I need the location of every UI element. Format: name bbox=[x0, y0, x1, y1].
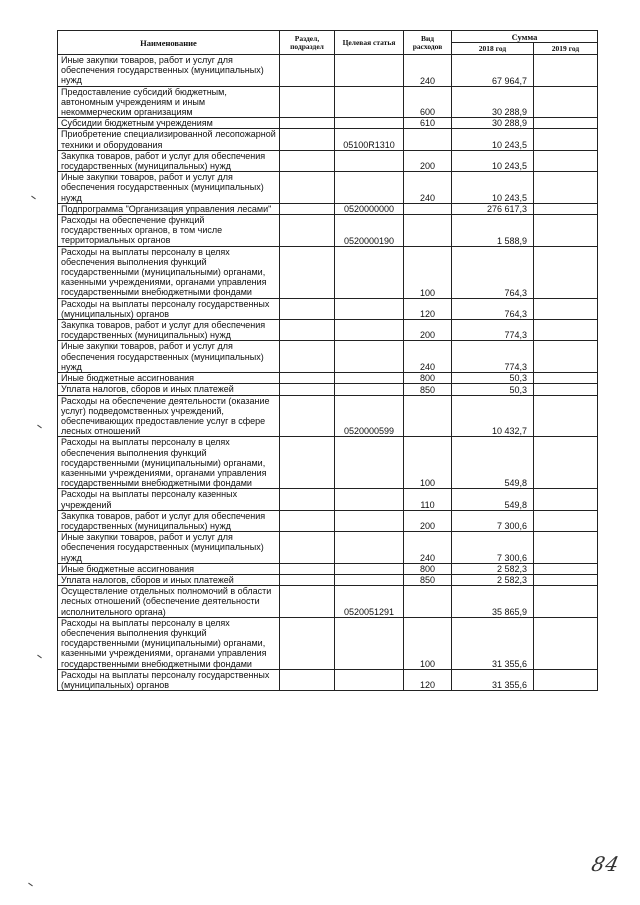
cell-section bbox=[280, 373, 335, 384]
cell-target bbox=[335, 617, 404, 669]
cell-target bbox=[335, 489, 404, 510]
cell-name: Расходы на обеспечение функций государственных органов, в том числе территориальных органов bbox=[58, 215, 280, 247]
scan-mark bbox=[37, 655, 42, 659]
cell-target bbox=[335, 532, 404, 564]
table-row bbox=[58, 55, 598, 87]
table-row bbox=[58, 617, 598, 669]
cell-sum-2018: 10 243,5 bbox=[452, 150, 534, 171]
cell-name: Закупка товаров, работ и услуг для обеспечения государственных (муниципальных) нужд bbox=[58, 320, 280, 341]
cell-expense-type: 800 bbox=[404, 373, 452, 384]
cell-target: 0520000190 bbox=[335, 215, 404, 247]
cell-sum-2018: 10 243,5 bbox=[452, 129, 534, 150]
cell-target: 0520000599 bbox=[335, 395, 404, 437]
cell-sum-2018: 774,3 bbox=[452, 341, 534, 373]
cell-section bbox=[280, 384, 335, 395]
table-row bbox=[58, 298, 598, 319]
table-row bbox=[58, 437, 598, 489]
table-row bbox=[58, 246, 598, 298]
table-row bbox=[58, 86, 598, 118]
cell-sum-2019 bbox=[534, 586, 598, 618]
table-row bbox=[58, 129, 598, 150]
cell-name: Иные закупки товаров, работ и услуг для обеспечения государственных (муниципальных) нужд bbox=[58, 341, 280, 373]
cell-expense-type: 850 bbox=[404, 384, 452, 395]
cell-sum-2018: 67 964,7 bbox=[452, 55, 534, 87]
cell-sum-2019 bbox=[534, 437, 598, 489]
cell-expense-type: 240 bbox=[404, 55, 452, 87]
cell-name: Субсидии бюджетным учреждениям bbox=[58, 118, 280, 129]
cell-sum-2018: 764,3 bbox=[452, 246, 534, 298]
cell-name: Расходы на выплаты персоналу в целях обеспечения выполнения функций государственными (муниципальными) органами, казенными учреждениями, органами управления государственными внебюджетными фондами bbox=[58, 617, 280, 669]
cell-sum-2019 bbox=[534, 118, 598, 129]
cell-target bbox=[335, 510, 404, 531]
cell-name: Закупка товаров, работ и услуг для обеспечения государственных (муниципальных) нужд bbox=[58, 510, 280, 531]
cell-sum-2018: 31 355,6 bbox=[452, 669, 534, 690]
cell-expense-type: 200 bbox=[404, 320, 452, 341]
cell-target: 0520000000 bbox=[335, 203, 404, 214]
cell-sum-2019 bbox=[534, 150, 598, 171]
cell-sum-2018: 774,3 bbox=[452, 320, 534, 341]
table-row bbox=[58, 203, 598, 214]
cell-sum-2019 bbox=[534, 669, 598, 690]
cell-target: 0520051291 bbox=[335, 586, 404, 618]
cell-target bbox=[335, 298, 404, 319]
header-name: Наименование bbox=[58, 31, 280, 55]
cell-target bbox=[335, 320, 404, 341]
table-row bbox=[58, 172, 598, 204]
cell-section bbox=[280, 489, 335, 510]
cell-sum-2019 bbox=[534, 203, 598, 214]
cell-target bbox=[335, 341, 404, 373]
cell-expense-type: 240 bbox=[404, 172, 452, 204]
cell-section bbox=[280, 298, 335, 319]
table-row bbox=[58, 586, 598, 618]
cell-name: Уплата налогов, сборов и иных платежей bbox=[58, 384, 280, 395]
cell-expense-type bbox=[404, 215, 452, 247]
cell-section bbox=[280, 586, 335, 618]
cell-sum-2018: 276 617,3 bbox=[452, 203, 534, 214]
cell-name: Расходы на выплаты персоналу казенных учреждений bbox=[58, 489, 280, 510]
cell-section bbox=[280, 118, 335, 129]
cell-section bbox=[280, 574, 335, 585]
cell-section bbox=[280, 320, 335, 341]
cell-target bbox=[335, 150, 404, 171]
cell-section bbox=[280, 341, 335, 373]
table-row bbox=[58, 510, 598, 531]
cell-name: Приобретение специализированной лесопожарной техники и оборудования bbox=[58, 129, 280, 150]
cell-sum-2018: 35 865,9 bbox=[452, 586, 534, 618]
table-row bbox=[58, 320, 598, 341]
cell-name: Иные бюджетные ассигнования bbox=[58, 373, 280, 384]
table-row bbox=[58, 574, 598, 585]
cell-section bbox=[280, 395, 335, 437]
cell-name: Расходы на выплаты персоналу государственных (муниципальных) органов bbox=[58, 669, 280, 690]
cell-sum-2018: 764,3 bbox=[452, 298, 534, 319]
table-row bbox=[58, 373, 598, 384]
cell-target bbox=[335, 373, 404, 384]
cell-sum-2019 bbox=[534, 298, 598, 319]
table-row bbox=[58, 118, 598, 129]
cell-sum-2018: 50,3 bbox=[452, 384, 534, 395]
cell-expense-type: 120 bbox=[404, 298, 452, 319]
cell-name: Подпрограмма "Организация управления лесами" bbox=[58, 203, 280, 214]
cell-section bbox=[280, 669, 335, 690]
cell-sum-2019 bbox=[534, 215, 598, 247]
cell-name: Расходы на выплаты персоналу в целях обеспечения выполнения функций государственными (муниципальными) органами, казенными учреждениями, органами управления государственными внебюджетными фондами bbox=[58, 437, 280, 489]
cell-sum-2018: 10 243,5 bbox=[452, 172, 534, 204]
cell-target bbox=[335, 563, 404, 574]
cell-sum-2019 bbox=[534, 341, 598, 373]
cell-sum-2018: 7 300,6 bbox=[452, 532, 534, 564]
cell-name: Закупка товаров, работ и услуг для обеспечения государственных (муниципальных) нужд bbox=[58, 150, 280, 171]
cell-name: Иные закупки товаров, работ и услуг для обеспечения государственных (муниципальных) нужд bbox=[58, 532, 280, 564]
cell-section bbox=[280, 246, 335, 298]
cell-sum-2019 bbox=[534, 510, 598, 531]
cell-target bbox=[335, 437, 404, 489]
scan-mark bbox=[31, 196, 36, 200]
budget-table bbox=[57, 30, 598, 691]
cell-section bbox=[280, 129, 335, 150]
cell-sum-2019 bbox=[534, 86, 598, 118]
page-number: 84 bbox=[589, 852, 623, 876]
cell-target: 05100R1310 bbox=[335, 129, 404, 150]
cell-sum-2018: 1 588,9 bbox=[452, 215, 534, 247]
cell-expense-type: 110 bbox=[404, 489, 452, 510]
cell-expense-type bbox=[404, 395, 452, 437]
cell-target bbox=[335, 246, 404, 298]
cell-sum-2018: 30 288,9 bbox=[452, 86, 534, 118]
cell-sum-2018: 7 300,6 bbox=[452, 510, 534, 531]
cell-sum-2018: 2 582,3 bbox=[452, 574, 534, 585]
cell-section bbox=[280, 510, 335, 531]
cell-target bbox=[335, 384, 404, 395]
cell-sum-2018: 549,8 bbox=[452, 489, 534, 510]
cell-target bbox=[335, 574, 404, 585]
cell-sum-2019 bbox=[534, 320, 598, 341]
table-row bbox=[58, 532, 598, 564]
cell-sum-2019 bbox=[534, 489, 598, 510]
cell-sum-2019 bbox=[534, 373, 598, 384]
cell-sum-2019 bbox=[534, 246, 598, 298]
table-row bbox=[58, 489, 598, 510]
cell-sum-2019 bbox=[534, 129, 598, 150]
cell-expense-type: 200 bbox=[404, 150, 452, 171]
cell-expense-type bbox=[404, 129, 452, 150]
table-header bbox=[58, 31, 598, 55]
header-sum: Сумма bbox=[452, 31, 598, 43]
cell-expense-type bbox=[404, 203, 452, 214]
cell-expense-type: 120 bbox=[404, 669, 452, 690]
header-year-2019: 2019 год bbox=[534, 43, 598, 55]
cell-sum-2019 bbox=[534, 563, 598, 574]
cell-sum-2019 bbox=[534, 395, 598, 437]
cell-sum-2018: 30 288,9 bbox=[452, 118, 534, 129]
cell-sum-2019 bbox=[534, 574, 598, 585]
cell-sum-2018: 2 582,3 bbox=[452, 563, 534, 574]
table-row bbox=[58, 150, 598, 171]
cell-target bbox=[335, 55, 404, 87]
cell-section bbox=[280, 437, 335, 489]
cell-expense-type: 800 bbox=[404, 563, 452, 574]
cell-section bbox=[280, 532, 335, 564]
table-row bbox=[58, 341, 598, 373]
cell-name: Расходы на выплаты персоналу в целях обеспечения выполнения функций государственными (муниципальными) органами, казенными учреждениями, органами управления государственными внебюджетными фондами bbox=[58, 246, 280, 298]
scan-mark bbox=[28, 883, 33, 887]
cell-target bbox=[335, 172, 404, 204]
cell-name: Уплата налогов, сборов и иных платежей bbox=[58, 574, 280, 585]
cell-expense-type bbox=[404, 586, 452, 618]
table-row bbox=[58, 384, 598, 395]
cell-name: Осуществление отдельных полномочий в области лесных отношений (обеспечение деятельности исполнительного органа) bbox=[58, 586, 280, 618]
cell-sum-2019 bbox=[534, 55, 598, 87]
cell-section bbox=[280, 86, 335, 118]
cell-expense-type: 850 bbox=[404, 574, 452, 585]
cell-name: Иные закупки товаров, работ и услуг для обеспечения государственных (муниципальных) нужд bbox=[58, 55, 280, 87]
cell-name: Иные бюджетные ассигнования bbox=[58, 563, 280, 574]
cell-name: Расходы на обеспечение деятельности (оказание услуг) подведомственных учреждений, обеспечивающих предоставление услуг в сфере лесных отношений bbox=[58, 395, 280, 437]
cell-section bbox=[280, 215, 335, 247]
cell-expense-type: 240 bbox=[404, 341, 452, 373]
header-expense-type: Вид расходов bbox=[404, 31, 452, 55]
cell-expense-type: 100 bbox=[404, 437, 452, 489]
cell-expense-type: 100 bbox=[404, 246, 452, 298]
cell-section bbox=[280, 55, 335, 87]
table-row bbox=[58, 563, 598, 574]
cell-target bbox=[335, 86, 404, 118]
table-row bbox=[58, 395, 598, 437]
cell-sum-2018: 31 355,6 bbox=[452, 617, 534, 669]
cell-section bbox=[280, 563, 335, 574]
cell-sum-2019 bbox=[534, 384, 598, 395]
cell-expense-type: 100 bbox=[404, 617, 452, 669]
cell-name: Иные закупки товаров, работ и услуг для обеспечения государственных (муниципальных) нужд bbox=[58, 172, 280, 204]
cell-sum-2018: 50,3 bbox=[452, 373, 534, 384]
cell-sum-2019 bbox=[534, 617, 598, 669]
cell-sum-2018: 549,8 bbox=[452, 437, 534, 489]
cell-name: Предоставление субсидий бюджетным, автономным учреждениям и иным некоммерческим организациям bbox=[58, 86, 280, 118]
cell-expense-type: 200 bbox=[404, 510, 452, 531]
cell-sum-2019 bbox=[534, 532, 598, 564]
scan-mark bbox=[37, 425, 42, 429]
cell-section bbox=[280, 172, 335, 204]
cell-expense-type: 610 bbox=[404, 118, 452, 129]
cell-sum-2019 bbox=[534, 172, 598, 204]
header-section: Раздел, подраздел bbox=[280, 31, 335, 55]
cell-expense-type: 600 bbox=[404, 86, 452, 118]
cell-section bbox=[280, 150, 335, 171]
cell-expense-type: 240 bbox=[404, 532, 452, 564]
cell-target bbox=[335, 669, 404, 690]
cell-sum-2018: 10 432,7 bbox=[452, 395, 534, 437]
table-row bbox=[58, 669, 598, 690]
header-target: Целевая статья bbox=[335, 31, 404, 55]
cell-section bbox=[280, 617, 335, 669]
cell-section bbox=[280, 203, 335, 214]
table-body bbox=[58, 55, 598, 691]
cell-name: Расходы на выплаты персоналу государственных (муниципальных) органов bbox=[58, 298, 280, 319]
table-row bbox=[58, 215, 598, 247]
header-year-2018: 2018 год bbox=[452, 43, 534, 55]
cell-target bbox=[335, 118, 404, 129]
